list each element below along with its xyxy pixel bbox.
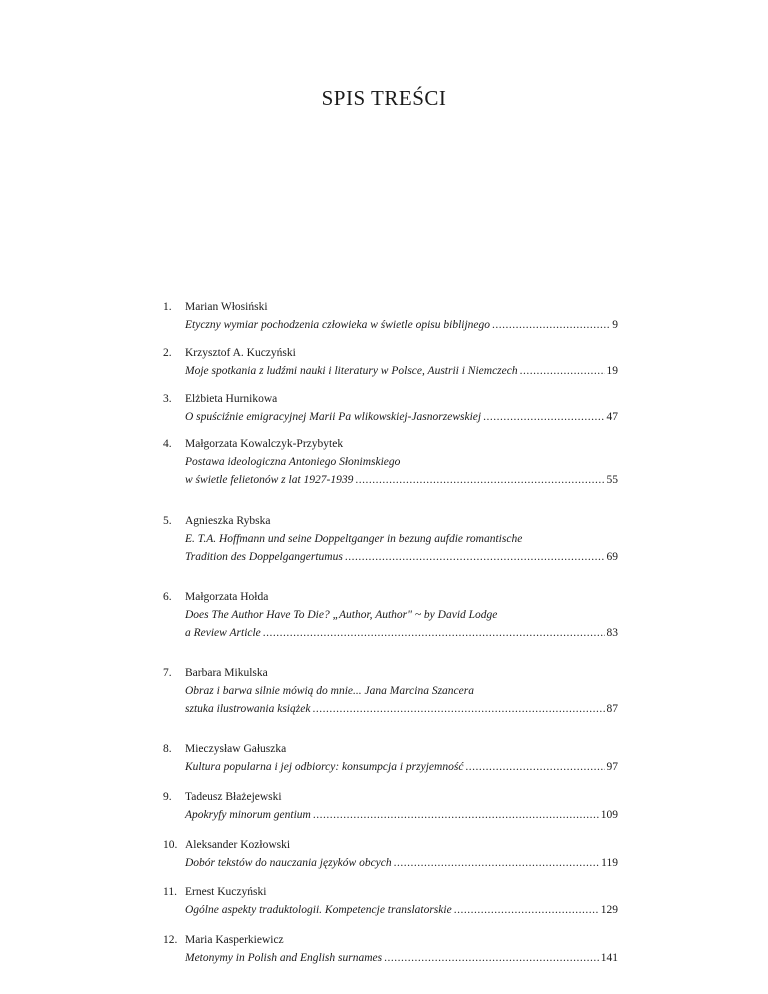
entry-author: Agnieszka Rybska (185, 515, 271, 527)
entry-number: 6. (163, 591, 172, 603)
entry-page: 9 (612, 319, 618, 331)
entry-number: 3. (163, 393, 172, 405)
toc-entry (163, 788, 618, 824)
entry-author: Elżbieta Hurnikowa (185, 393, 278, 405)
entry-title: Tradition des Doppelgangertumus (185, 551, 343, 563)
entry-author: Małgorzata Kowalczyk-Przybytek (185, 438, 344, 450)
dot-leader (492, 316, 610, 334)
entry-title: Etyczny wymiar pochodzenia człowieka w świetle opisu biblijnego (185, 319, 491, 331)
entry-title: w świetle felietonów z lat 1927-1939 (185, 474, 354, 486)
entry-page: 129 (600, 904, 618, 916)
dot-leader (520, 362, 605, 380)
entry-author: Krzysztof A. Kuczyński (185, 347, 296, 359)
toc-entry (163, 435, 618, 489)
entry-page: 87 (606, 703, 618, 715)
dot-leader (384, 949, 599, 967)
toc-entry (163, 344, 618, 380)
toc-entry (163, 740, 618, 776)
entry-page: 83 (606, 627, 618, 639)
dot-leader (345, 548, 605, 566)
entry-page: 55 (606, 474, 618, 486)
entry-page: 97 (606, 761, 618, 773)
entry-number: 7. (163, 667, 172, 679)
toc-entry (163, 588, 618, 642)
entry-title: Ogólne aspekty traduktologii. Kompetencje translatorskie (185, 904, 452, 916)
entry-page: 109 (600, 809, 618, 821)
entry-number: 12. (163, 934, 178, 946)
entry-title: O spuściźnie emigracyjnej Marii Pa wlikowskiej-Jasnorzewskiej (185, 411, 482, 423)
entry-page: 19 (606, 365, 618, 377)
entry-title: Metonymy in Polish and English surnames (185, 952, 383, 964)
entry-title-line: Does The Author Have To Die? „Author, Author" ~ by David Lodge (185, 609, 498, 621)
toc-entry (163, 390, 618, 426)
entry-author: Maria Kasperkiewicz (185, 934, 284, 946)
entry-author: Mieczysław Gałuszka (185, 743, 287, 755)
entry-title: sztuka ilustrowania książek (185, 703, 311, 715)
entry-title: Dobór tekstów do nauczania języków obcych (185, 857, 392, 869)
entry-number: 11. (163, 886, 177, 898)
entry-author: Ernest Kuczyński (185, 886, 267, 898)
entry-number: 2. (163, 347, 172, 359)
entry-page: 119 (601, 857, 618, 869)
toc-entry (163, 298, 618, 334)
entry-title-line: Obraz i barwa silnie mówią do mnie... Jana Marcina Szancera (185, 685, 474, 697)
dot-leader (313, 806, 599, 824)
dot-leader (263, 624, 605, 642)
entry-author: Małgorzata Hołda (185, 591, 269, 603)
entry-author: Marian Włosiński (185, 301, 268, 313)
entry-page: 69 (606, 551, 618, 563)
entry-number: 10. (163, 839, 178, 851)
entry-author: Tadeusz Błażejewski (185, 791, 282, 803)
entry-number: 5. (163, 515, 172, 527)
entry-page: 47 (606, 411, 618, 423)
entry-title: Moje spotkania z ludźmi nauki i literatury w Polsce, Austrii i Niemczech (185, 365, 518, 377)
entry-title: Kultura popularna i jej odbiorcy: konsumpcja i przyjemność (185, 761, 464, 773)
entry-title: Apokryfy minorum gentium (185, 809, 311, 821)
dot-leader (355, 471, 604, 489)
dot-leader (465, 758, 604, 776)
toc-entry (163, 883, 618, 919)
entry-number: 4. (163, 438, 172, 450)
entry-number: 1. (163, 301, 172, 313)
dot-leader (483, 408, 604, 426)
dot-leader (454, 901, 599, 919)
entry-title-line: Postawa ideologiczna Antoniego Słonimskiego (185, 456, 401, 468)
toc-entry (163, 664, 618, 718)
entry-author: Barbara Mikulska (185, 667, 268, 679)
toc-entry (163, 836, 618, 872)
entry-number: 9. (163, 791, 172, 803)
dot-leader (394, 854, 600, 872)
page-title: SPIS TREŚCI (321, 86, 447, 110)
entry-author: Aleksander Kozłowski (185, 839, 291, 851)
entry-title-line: E. T.A. Hoffmann und seine Doppeltganger in bezung aufdie romantische (185, 533, 523, 545)
entry-number: 8. (163, 743, 172, 755)
entry-title: a Review Article (185, 627, 261, 639)
entry-page: 141 (600, 952, 618, 964)
toc-entry (163, 931, 618, 967)
toc-entry (163, 512, 618, 566)
dot-leader (312, 700, 604, 718)
